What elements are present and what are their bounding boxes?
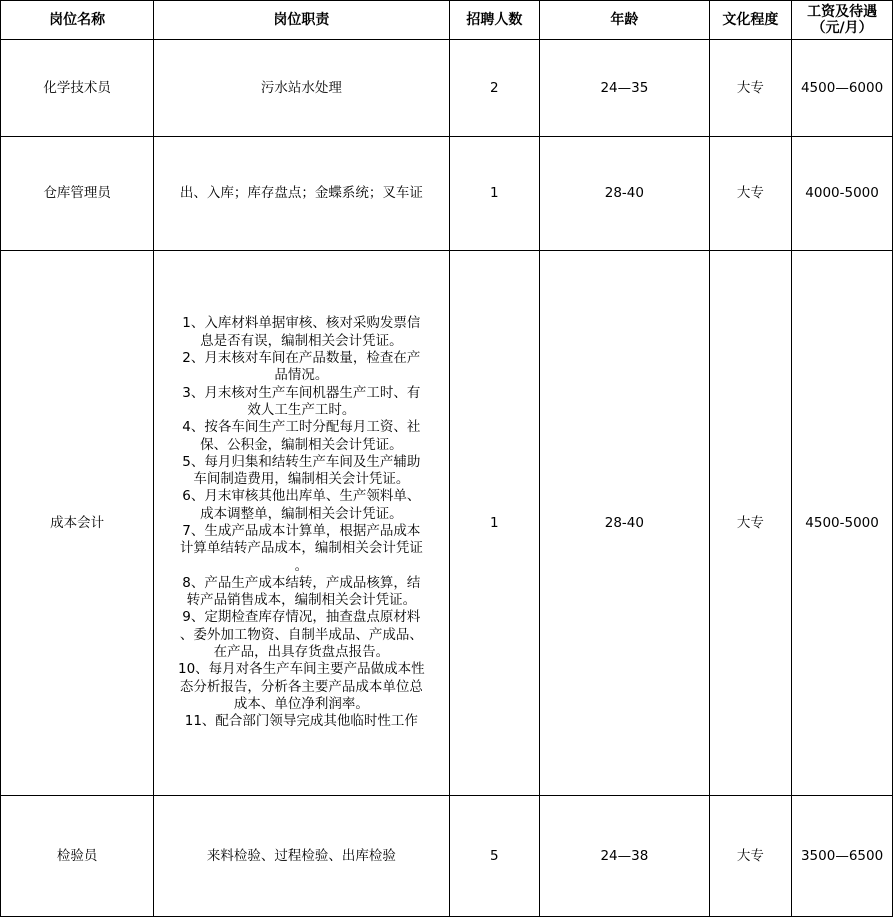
- position-name: 检验员: [1, 796, 154, 917]
- salary-range: 4500-5000: [792, 251, 893, 796]
- duty-line: 、委外加工物资、自制半成品、产成品、: [179, 626, 423, 643]
- duty-list: [154, 315, 448, 730]
- education-level: 大专: [709, 796, 792, 917]
- education-level: 大专: [709, 40, 792, 137]
- table-row: [1, 40, 893, 137]
- header-salary-line1: 工资及待遇: [807, 4, 878, 20]
- duty-line: 息是否有误，编制相关会计凭证。: [200, 332, 403, 349]
- table-row: [1, 137, 893, 251]
- age-range: 28-40: [540, 251, 709, 796]
- duty-line: 计算单结转产品成本，编制相关会计凭证: [179, 540, 423, 557]
- duty-line: 6、月末审核其他出库单、生产领料单、: [182, 488, 421, 505]
- header-position-name: 岗位名称: [1, 1, 154, 40]
- header-row: [1, 1, 893, 40]
- position-duty: 来料检验、过程检验、出库检验: [154, 796, 449, 917]
- header-salary: [792, 1, 893, 40]
- age-range: 28-40: [540, 137, 709, 251]
- position-duty: [154, 251, 449, 796]
- duty-line: 8、产品生产成本结转，产成品核算，结: [182, 574, 421, 591]
- age-range: 24—38: [540, 796, 709, 917]
- duty-line: 。: [294, 557, 309, 574]
- education-level: 大专: [709, 137, 792, 251]
- duty-line: 7、生成产品成本计算单，根据产品成本: [182, 523, 421, 539]
- position-name: 成本会计: [1, 251, 154, 796]
- age-range: 24—35: [540, 40, 709, 137]
- duty-line: 1、入库材料单据审核、核对采购发票信: [182, 315, 421, 332]
- duty-line: 成本、单位净利润率。: [233, 695, 369, 712]
- duty-line: 4、按各车间生产工时分配每月工资、社: [182, 419, 421, 436]
- hire-count: 1: [449, 137, 540, 251]
- header-salary-line2: （元/月）: [811, 20, 873, 36]
- duty-line: 在产品，出具存货盘点报告。: [213, 644, 390, 661]
- salary-range: 4500—6000: [792, 40, 893, 137]
- duty-line: 态分析报告，分析各主要产品成本单位总: [179, 678, 423, 695]
- position-duty: 污水站水处理: [154, 40, 449, 137]
- duty-line: 11、配合部门领导完成其他临时性工作: [184, 713, 418, 730]
- header-age: 年龄: [540, 1, 709, 40]
- duty-line: 9、定期检查库存情况，抽查盘点原材料: [182, 609, 421, 626]
- duty-line: 5、每月归集和结转生产车间及生产辅助: [182, 453, 421, 470]
- position-duty: 出、入库；库存盘点；金蝶系统；叉车证: [154, 137, 449, 251]
- duty-line: 转产品销售成本，编制相关会计凭证。: [186, 592, 417, 609]
- duty-line: 成本调整单，编制相关会计凭证。: [200, 505, 403, 522]
- duty-line: 3、月末核对生产车间机器生产工时、有: [182, 384, 421, 401]
- duty-line: 效人工生产工时。: [247, 401, 356, 418]
- table-row: [1, 796, 893, 917]
- header-duty: 岗位职责: [154, 1, 449, 40]
- position-name: 化学技术员: [1, 40, 154, 137]
- duty-line: 10、每月对各生产车间主要产品做成本性: [178, 661, 425, 678]
- header-count: 招聘人数: [449, 1, 540, 40]
- salary-range: 4000-5000: [792, 137, 893, 251]
- salary-range: 3500—6500: [792, 796, 893, 917]
- hire-count: 5: [449, 796, 540, 917]
- duty-line: 2、月末核对车间在产品数量，检查在产: [182, 350, 421, 367]
- hire-count: 2: [449, 40, 540, 137]
- duty-line: 保、公积金，编制相关会计凭证。: [200, 436, 403, 453]
- duty-line: 品情况。: [274, 367, 329, 384]
- duty-line: 车间制造费用，编制相关会计凭证。: [193, 471, 410, 488]
- table-row: [1, 251, 893, 796]
- header-education: 文化程度: [709, 1, 792, 40]
- hire-count: 1: [449, 251, 540, 796]
- education-level: 大专: [709, 251, 792, 796]
- position-name: 仓库管理员: [1, 137, 154, 251]
